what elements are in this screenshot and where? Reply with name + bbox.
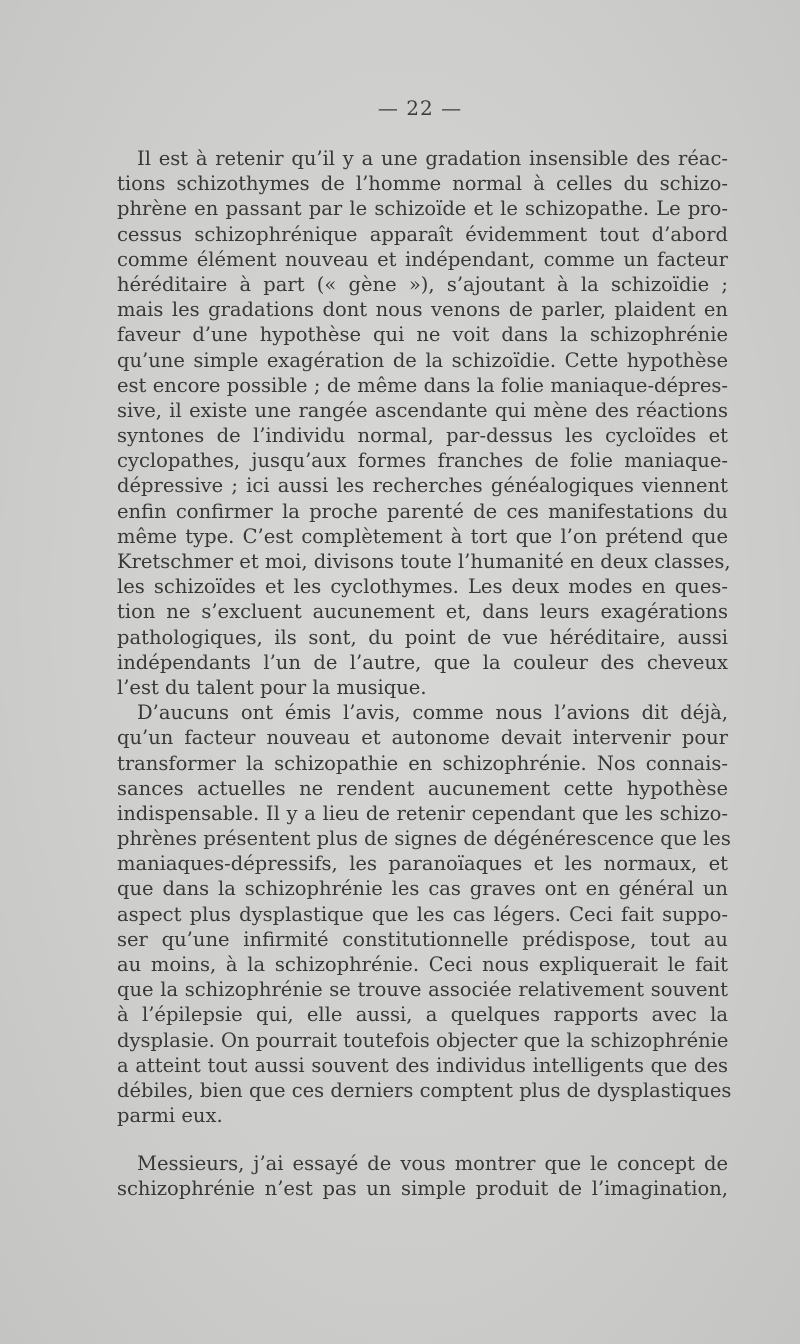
text-line: mais les gradations dont nous venons de parler, plaident en — [117, 298, 728, 322]
text-line: l’est du talent pour la musique. — [117, 675, 427, 699]
text-line: Il est à retenir qu’il y a une gradation insensible des réac- — [137, 147, 728, 170]
text-line: au moins, à la schizophrénie. Ceci nous expliquerait le fait — [117, 953, 728, 976]
paragraph-1 — [117, 146, 731, 700]
text-line: parmi eux. — [117, 1104, 223, 1128]
text-line: cyclopathes, jusqu’aux formes franches de folie maniaque- — [117, 449, 728, 473]
page-number: — 22 — — [377, 96, 463, 120]
text-line: phrène en passant par le schizoïde et le schizopathe. Le pro- — [117, 197, 728, 221]
text-line: qu’une simple exagération de la schizoïdie. Cette hypothèse — [117, 348, 728, 372]
text-line: schizophrénie n’est pas un simple produit de l’imagination, — [117, 1177, 728, 1201]
text-line: pathologiques, ils sont, du point de vue héréditaire, aussi — [117, 625, 728, 649]
text-line: les schizoïdes et les cyclothymes. Les deux modes en ques- — [117, 575, 728, 599]
text-line: dépressive ; ici aussi les recherches généalogiques viennent — [117, 474, 728, 498]
text-line: maniaques-dépressifs, les paranoïaques et les normaux, et — [117, 852, 728, 876]
text-line: Messieurs, j’ai essayé de vous montrer que le concept de — [137, 1152, 728, 1175]
text-line: qu’un facteur nouveau et autonome devait intervenir pour — [117, 726, 728, 750]
body-text — [117, 146, 732, 1128]
text-line: sive, il existe une rangée ascendante qui mène des réactions — [117, 398, 728, 422]
text-line: débiles, bien que ces derniers comptent plus de dysplastiques — [117, 1078, 732, 1102]
text-line: a atteint tout aussi souvent des individus intelligents que des — [117, 1053, 728, 1077]
text-line: est encore possible ; de même dans la folie maniaque-dépres- — [117, 373, 728, 397]
text-line: indépendants l’un de l’autre, que la couleur des cheveux — [117, 650, 728, 674]
text-line: D’aucuns ont émis l’avis, comme nous l’avions dit déjà, — [137, 701, 728, 725]
text-line: transformer la schizopathie en schizophrénie. Nos connais- — [117, 751, 728, 775]
paragraph-3 — [117, 1151, 728, 1201]
text-line: Kretschmer et moi, divisons toute l’humanité en deux classes, — [117, 550, 731, 573]
text-line: héréditaire à part (« gène »), s’ajoutant à la schizoïdie ; — [117, 272, 728, 296]
text-line: cessus schizophrénique apparaît évidemment tout d’abord — [117, 222, 728, 246]
text-line: que la schizophrénie se trouve associée relativement souvent — [117, 978, 728, 1002]
text-line: aspect plus dysplastique que les cas légers. Ceci fait suppo- — [117, 902, 728, 926]
text-line: faveur d’une hypothèse qui ne voit dans la schizophrénie — [117, 323, 728, 347]
text-line: sances actuelles ne rendent aucunement cette hypothèse — [117, 776, 728, 800]
text-line: tions schizothymes de l’homme normal à celles du schizo- — [117, 172, 728, 196]
text-line: ser qu’une infirmité constitutionnelle prédispose, tout au — [117, 927, 728, 951]
body-text-continued — [117, 1151, 728, 1201]
text-line: comme élément nouveau et indépendant, comme un facteur — [117, 247, 728, 271]
text-line: tion ne s’excluent aucunement et, dans leurs exagérations — [117, 600, 728, 624]
text-line: même type. C’est complètement à tort que l’on prétend que — [117, 524, 728, 548]
text-line: enfin confirmer la proche parenté de ces manifestations du — [117, 499, 728, 523]
text-line: indispensable. Il y a lieu de retenir cependant que les schizo- — [117, 801, 728, 825]
text-line: syntones de l’individu normal, par-dessus les cycloïdes et — [117, 424, 728, 448]
paragraph-2 — [117, 700, 732, 1128]
text-line: dysplasie. On pourrait toutefois objecter que la schizophrénie — [117, 1028, 729, 1052]
text-line: que dans la schizophrénie les cas graves ont en général un — [117, 877, 728, 901]
text-line: à l’épilepsie qui, elle aussi, a quelques rapports avec la — [117, 1003, 728, 1027]
text-line: phrènes présentent plus de signes de dégénérescence que les — [117, 827, 731, 851]
